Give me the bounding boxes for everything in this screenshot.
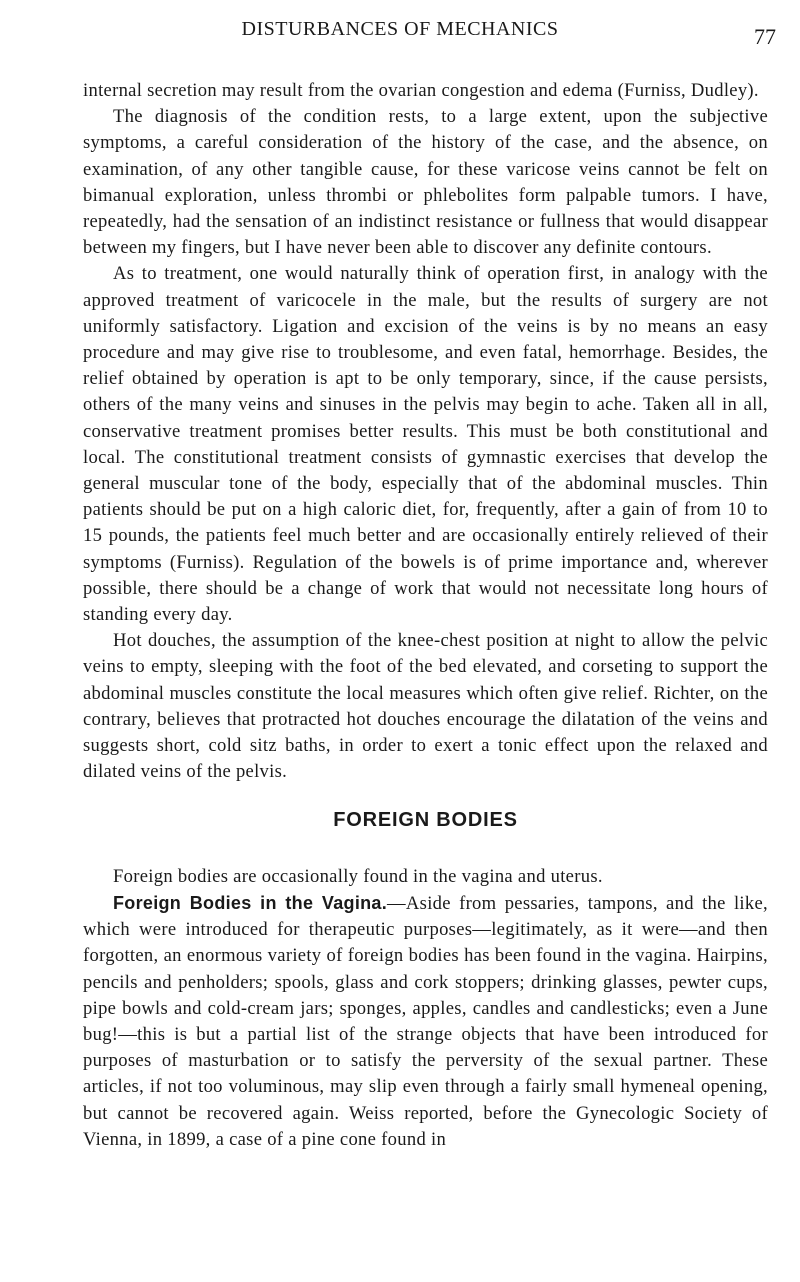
body-text — [83, 78, 768, 1153]
paragraph-continuation: internal secretion may result from the ovarian congestion and edema (Furniss, Dudley). — [83, 80, 759, 101]
subsection-text: —Aside from pessaries, tampons, and the like, which were introduced for therapeutic purposes—legitimately, as it were—and then forgotten, an enormous variety of foreign bodies has been found in the vagina. Hairpins, pencils and penholders; spools, glass and cork stoppers; drinking glasses, pewter cups, pipe bowls and cold-cream jars; sponges, apples, candles and candlesticks; even a June bug!—this is but a partial list of the strange objects that have been introduced for purposes of masturbation or to satisfy the perversity of the sexual partner. These articles, if not too voluminous, may slip even through a fairly small hymeneal opening, but cannot be recovered again. Weiss reported, before the Gynecologic Society of Vienna, in 1899, a case of a pine cone found in — [83, 892, 768, 1150]
running-title: DISTURBANCES OF MECHANICS — [241, 18, 559, 40]
page-number: 77 — [754, 24, 776, 49]
paragraph-foreign-bodies-intro: Foreign bodies are occasionally found in the vagina and uterus. — [113, 865, 603, 887]
paragraph-treatment: As to treatment, one would naturally think of operation first, in analogy with the approved treatment of varicocele in the male, but the results of surgery are not uniformly satisfactory. Ligation and excision of the veins is by no means an easy procedure and may give rise to troublesome, and even fatal, hemorrhage. Besides, the relief obtained by operation is apt to be only temporary, since, if the cause persists, others of the many veins and sinuses in the pelvis may begin to ache. Taken all in all, conservative treatment promises better results. This must be both constitutional and local. The constitutional treatment consists of gymnastic exercises that develop the general muscular tone of the body, especially that of the abdominal muscles. Thin patients should be put on a high caloric diet, for, frequently, after a gain of from 10 to 15 pounds, the patients feel much better and are occasionally entirely relieved of their symptoms (Furniss). Regulation of the bowels is of prime importance and, wherever possible, there should be a change of work that would not necessitate long hours of standing every day. — [83, 263, 768, 626]
section-heading: FOREIGN BODIES — [333, 809, 518, 832]
subsection-heading: Foreign Bodies in the Vagina. — [113, 892, 388, 913]
paragraph-diagnosis: The diagnosis of the condition rests, to a large extent, upon the subjective symptoms, a careful consideration of the history of the case, and the absence, on examination, of any other tangible cause, for these varicose veins cannot be felt on bimanual exploration, unless thrombi or phlebolites form palpable tumors. I have, repeatedly, had the sensation of an indistinct resistance or fullness that would disappear between my fingers, but I have never been able to discover any definite contours. — [83, 106, 768, 259]
running-head — [0, 14, 800, 54]
paragraph-foreign-bodies-vagina — [83, 890, 768, 1153]
paragraph-local-measures: Hot douches, the assumption of the knee-chest position at night to allow the pelvic veins to empty, sleeping with the foot of the bed elevated, and corseting to support the abdominal muscles constitute the local measures which often give relief. Richter, on the contrary, believes that protracted hot douches encourage the dilatation of the veins and suggests short, cold sitz baths, in order to exert a tonic effect upon the relaxed and dilated veins of the pelvis. — [83, 630, 768, 783]
